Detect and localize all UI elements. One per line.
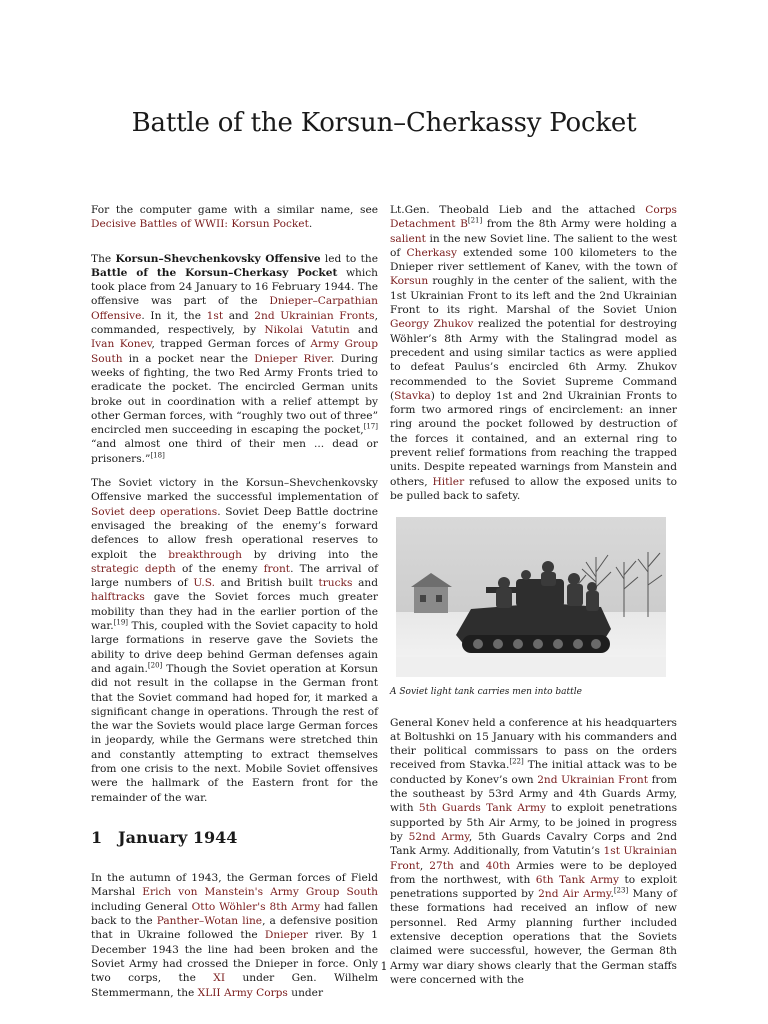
wiki-link[interactable]: Stavka (394, 389, 431, 402)
wiki-link[interactable]: Cherkasy (406, 246, 457, 259)
page-number: 1 (380, 960, 388, 973)
citation[interactable]: [18] (150, 451, 165, 460)
wiki-link[interactable]: 1st (206, 309, 224, 322)
photo-image (396, 517, 666, 677)
wiki-link[interactable]: Army Group South (91, 338, 378, 365)
section-number: 1 (91, 827, 103, 847)
page-title: Battle of the Korsun–Cherkassy Pocket (131, 108, 637, 138)
paragraph: General Konev held a conference at his headquarters at Boltushki on 15 January with his commanders and their political commissars to pass on the orders received from Stavka.[22] The initial attack was to be conducted by Konev’s own 2nd Ukrainian Front from the southeast by 53rd Army and 4th Guards Army, with 5th Guards Tank Army to exploit penetrations supported by 5th Air Army, to be joined in progress by 52nd Army, 5th Guards Cavalry Corps and 2nd Tank Army. Additionally, from Vatutin’s 1st Ukrainian Front, 27th and 40th Armies were to be deployed from the northwest, with 6th Tank Army to exploit penetrations supported by 2nd Air Army.[23] Many of these formations had received an inflow of new personnel. Red Army planning further included extensive deception operations that the Soviets claimed were successful, however, the German 8th Army war diary shows clearly that the German staffs were concerned with the (390, 716, 678, 986)
wiki-link[interactable]: XI (213, 972, 226, 985)
wiki-link[interactable]: Erich von Manstein's Army Group South (142, 886, 379, 899)
wiki-link[interactable]: Corps Detachment B (390, 204, 677, 231)
paragraph-lead: The Korsun–Shevchenkovsky Offensive led to the Battle of the Korsun–Cherkasy Pocket which took place from 24 January to 16 February 1944. The offensive was part of the Dnieper–Carpathian Offensive. In it, the 1st and 2nd Ukrainian Fronts, commanded, respectively, by Nikolai Vatutin and Ivan Konev, trapped German forces of Army Group South in a pocket near the Dnieper River. During weeks of fighting, the two Red Army Fronts tried to eradicate the pocket. The encircled German units broke out in coordination with a relief attempt by other German forces, with “roughly two out of three” encircled men succeeding in escaping the pocket,[17] “and almost one third of their men ... dead or prisoners.”[18] (91, 252, 379, 465)
wiki-link[interactable]: 2nd Air Army (538, 888, 611, 901)
citation[interactable]: [21] (467, 216, 483, 225)
wiki-link[interactable]: 5th Guards Tank Army (418, 802, 546, 815)
wiki-link[interactable]: 2nd Ukrainian Front (537, 773, 649, 786)
wiki-link[interactable]: Dnieper River (254, 352, 332, 365)
wiki-link[interactable]: strategic depth (91, 562, 176, 575)
wiki-link[interactable]: Hitler (432, 475, 465, 488)
wiki-link[interactable]: 2nd Ukrainian Fronts (254, 309, 375, 322)
citation[interactable]: [17] (363, 422, 378, 431)
section-title: January 1944 (118, 827, 238, 847)
wiki-link[interactable]: Ivan Konev (91, 338, 152, 351)
wiki-link[interactable]: trucks (318, 577, 353, 590)
wiki-link[interactable]: Korsun (390, 275, 429, 288)
wiki-link[interactable]: breakthrough (168, 548, 243, 561)
wiki-link[interactable]: Soviet deep operations (91, 505, 218, 518)
hatnote: For the computer game with a similar name, see Decisive Battles of WWII: Korsun Pocket. (91, 204, 378, 231)
left-column (91, 203, 378, 1010)
wiki-link[interactable]: salient (390, 232, 426, 245)
wiki-link[interactable]: 52nd Army (408, 830, 469, 843)
wiki-link[interactable]: 27th (429, 859, 454, 872)
wiki-link[interactable]: 1st Ukrainian Front (390, 845, 677, 872)
wiki-link[interactable]: Dnieper (264, 929, 308, 942)
wiki-link[interactable]: XLII Army Corps (197, 986, 288, 999)
wiki-link[interactable]: Otto Wöhler's 8th Army (191, 900, 321, 913)
paragraph: The Soviet victory in the Korsun–Shevchenkovsky Offensive marked the successful implementation of Soviet deep operations. Soviet Deep Battle doctrine envisaged the breaking of the enemy’s forward defences to allow fresh operational reserves to exploit the breakthrough by driving into the strategic depth of the enemy front. The arrival of large numbers of U.S. and British built trucks and halftracks gave the Soviet forces much greater mobility than they had in the earlier portion of the war.[19] This, coupled with the Soviet capacity to hold large formations in reserve gave the Soviets the ability to drive deep behind German defenses again and again.[20] Though the Soviet operation at Korsun did not result in the collapse in the German front that the Soviet command had hoped for, it marked a significant change in operations. Through the rest of the war the Soviets would place large German forces in jeopardy, while the Germans were stretched thin and constantly attempting to extract themselves from one crisis to the next. Mobile Soviet offensives were the hallmark of the Eastern front for the remainder of the war. (91, 477, 379, 804)
wiki-link[interactable]: 40th (485, 859, 511, 872)
section-heading (91, 827, 378, 847)
wiki-link[interactable]: Georgy Zhukov (390, 318, 474, 331)
figure-caption: A Soviet light tank carries men into battle (390, 687, 582, 698)
wiki-link[interactable]: U.S. (193, 577, 215, 590)
tank-photo (396, 517, 666, 677)
wiki-link[interactable]: Nikolai Vatutin (264, 324, 350, 337)
citation[interactable]: [23] (613, 886, 629, 895)
wiki-link[interactable]: Dnieper–Carpathian Offensive (91, 295, 378, 322)
wiki-link[interactable]: front (263, 562, 291, 575)
paragraph: Lt.Gen. Theobald Lieb and the attached Corps Detachment B[21] from the 8th Army were holding a salient in the new Soviet line. The salient to the west of Cherkasy extended some 100 kilometers to the Dnieper river settlement of Kanev, with the town of Korsun roughly in the center of the salient, with the 1st Ukrainian Front to its left and the 2nd Ukrainian Front to its right. Marshal of the Soviet Union Georgy Zhukov realized the potential for destroying Wöhler’s 8th Army with the Stalingrad model as precedent and using similar tactics as were applied to defeat Paulus’s encircled 6th Army. Zhukov recommended to the Soviet Supreme Command (Stavka) to deploy 1st and 2nd Ukrainian Fronts to form two armored rings of encirclement: an inner ring around the pocket followed by destruction of the forces it contained, and an external ring to prevent relief formations from reaching the trapped units. Despite repeated warnings from Manstein and others, Hitler refused to allow the exposed units to be pulled back to safety. (390, 204, 677, 502)
wiki-link[interactable]: Decisive Battles of WWII: Korsun Pocket (91, 218, 309, 231)
wiki-link[interactable]: 6th Tank Army (535, 873, 620, 886)
wiki-link[interactable]: Panther–Wotan line (156, 915, 263, 928)
citation[interactable]: [22] (509, 757, 524, 766)
right-column (390, 203, 677, 997)
paragraph: In the autumn of 1943, the German forces of Field Marshal Erich von Manstein's Army Group South including General Otto Wöhler's 8th Army had fallen back to the Panther–Wotan line, a defensive position that in Ukraine followed the Dnieper river. By 1 December 1943 the line had been broken and the Soviet Army had crossed the Dnieper in force. Only two corps, the XI under Gen. Wilhelm Stemmermann, the XLII Army Corps under (91, 872, 379, 999)
wiki-link[interactable]: halftracks (91, 591, 145, 604)
citation[interactable]: [20] (147, 661, 163, 670)
citation[interactable]: [19] (113, 618, 129, 627)
